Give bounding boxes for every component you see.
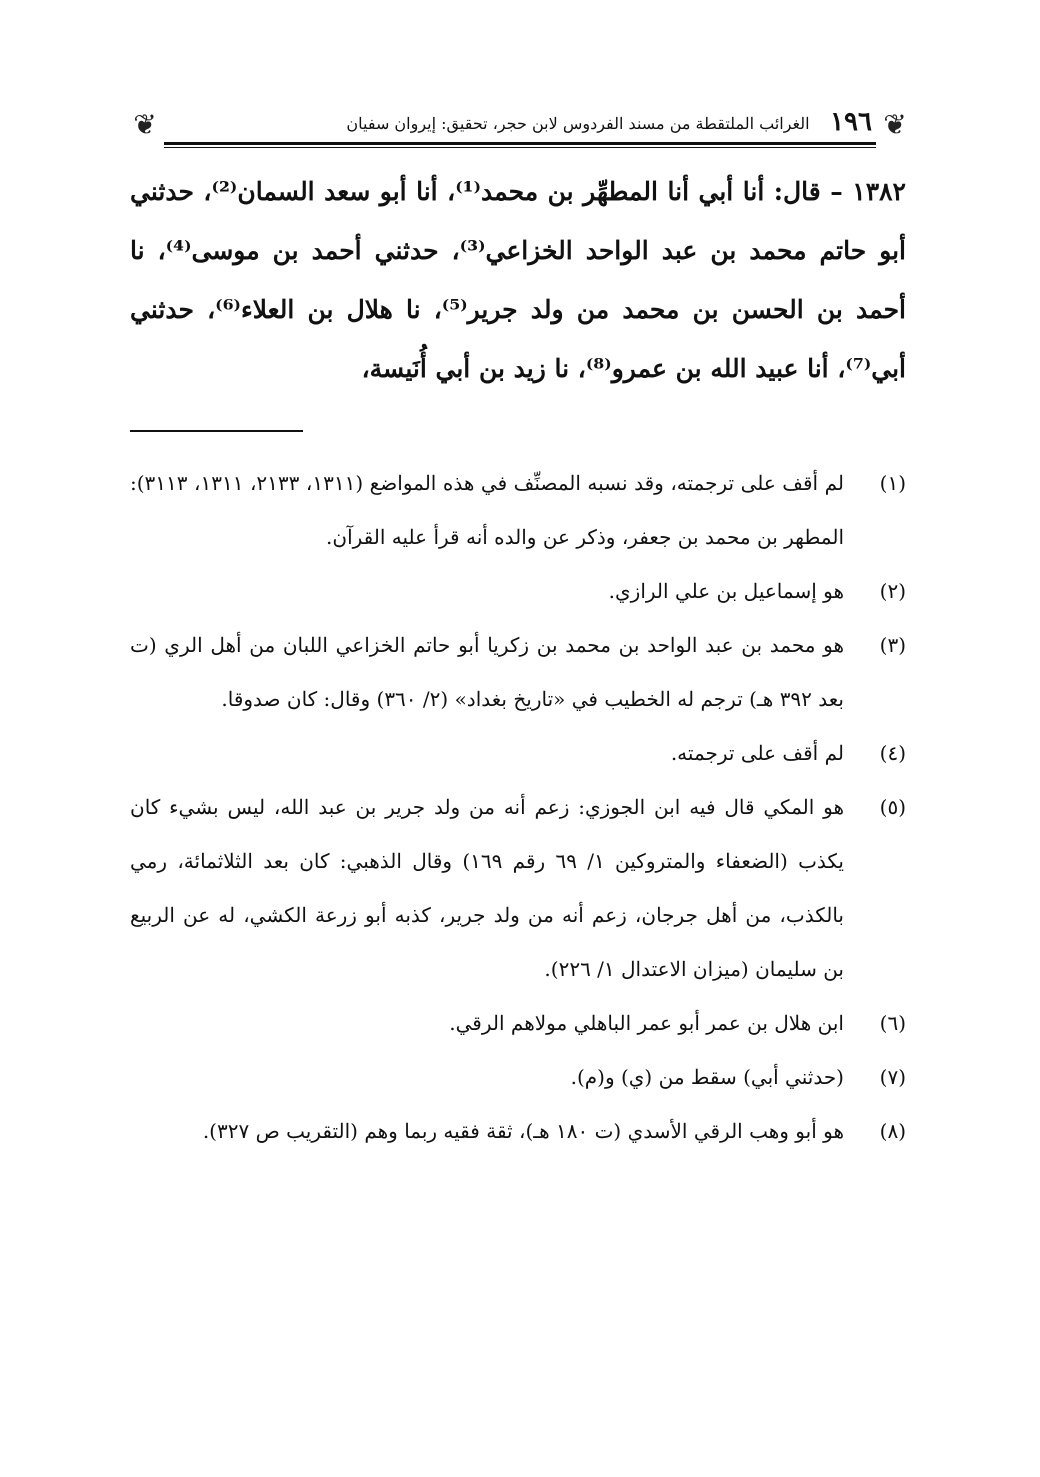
footnote-number: (٥): [879, 795, 906, 819]
footnotes: [130, 456, 906, 1158]
footnote-number: (٦): [879, 1011, 906, 1035]
footnote-text: (حدثني أبي) سقط من (ي) و(م).: [570, 1065, 844, 1089]
footnote-number: (١): [879, 471, 906, 495]
main-text-block: [130, 162, 906, 398]
footnote: [130, 1050, 906, 1104]
footnote-text: هو محمد بن عبد الواحد بن محمد بن زكريا أبو حاتم الخزاعي اللبان من أهل الري (ت بعد ٣٩٢ هـ) ترجم له الخطيب في «تاريخ بغداد» (٢/ ٣٦٠) وقال: كان صدوقا.: [130, 633, 844, 711]
footnote-text: هو المكي قال فيه ابن الجوزي: زعم أنه من ولد جرير بن عبد الله، ليس بشيء كان يكذب (الضعفاء والمتروكين ١/ ٦٩ رقم ١٦٩) وقال الذهبي: كان بعد الثلاثمائة، رمي بالكذب، من أهل جرجان، زعم أنه من ولد جرير، كذبه أبو زرعة الكشي، له عن الربيع بن سليمان (ميزان الاعتدال ١/ ٢٢٦).: [130, 795, 845, 981]
footnote: [130, 726, 906, 780]
footnote-number: (٣): [879, 633, 906, 657]
footnote: [130, 1104, 906, 1158]
hadith-chain: ١٣٨٢ – قال: أنا أبي أنا المطهِّر بن محمد⁽¹⁾، أنا أبو سعد السمان⁽²⁾، حدثني أبو حاتم محمد بن عبد الواحد الخزاعي⁽³⁾، حدثني أحمد بن موسى⁽⁴⁾، نا أحمد بن الحسن بن محمد من ولد جرير⁽⁵⁾، نا هلال بن العلاء⁽⁶⁾، حدثني أبي⁽⁷⁾، أنا عبيد الله بن عمرو⁽⁸⁾، نا زيد بن أبي أُنَيسة،: [130, 177, 907, 383]
page-number: ١٩٦: [830, 107, 872, 137]
footnote: [130, 996, 906, 1050]
footnote-separator: [130, 430, 303, 432]
footnote-text: هو إسماعيل بن علي الرازي.: [608, 579, 844, 603]
footnote-number: (٢): [879, 579, 906, 603]
footnote: [130, 618, 906, 726]
footnote-number: (٧): [879, 1065, 906, 1089]
footnote-number: (٤): [879, 741, 906, 765]
footnote-text: لم أقف على ترجمته، وقد نسبه المصنِّف في هذه المواضع (١٣١١، ٢١٣٣، ١٣١١، ٣١١٣): المطهر بن محمد بن جعفر، وذكر عن والده أنه قرأ عليه القرآن.: [130, 471, 845, 549]
page-header: [128, 100, 912, 150]
header-rule-thin: [164, 147, 876, 148]
footnote-text: هو أبو وهب الرقي الأسدي (ت ١٨٠ هـ)، ثقة فقيه ربما وهم (التقريب ص ٣٢٧).: [202, 1119, 844, 1143]
running-title: الغرائب الملتقطة من مسند الفردوس لابن حجر، تحقيق: إيروان سفيان: [346, 114, 810, 133]
floral-ornament-icon: ❦: [883, 108, 907, 141]
footnote-number: (٨): [879, 1119, 906, 1143]
header-rule: [164, 142, 876, 145]
footnote: [130, 456, 906, 564]
footnote: [130, 780, 906, 996]
footnote-text: لم أقف على ترجمته.: [670, 741, 844, 765]
floral-ornament-icon: ❦: [133, 108, 157, 141]
footnote: [130, 564, 906, 618]
footnote-text: ابن هلال بن عمر أبو عمر الباهلي مولاهم الرقي.: [449, 1011, 844, 1035]
